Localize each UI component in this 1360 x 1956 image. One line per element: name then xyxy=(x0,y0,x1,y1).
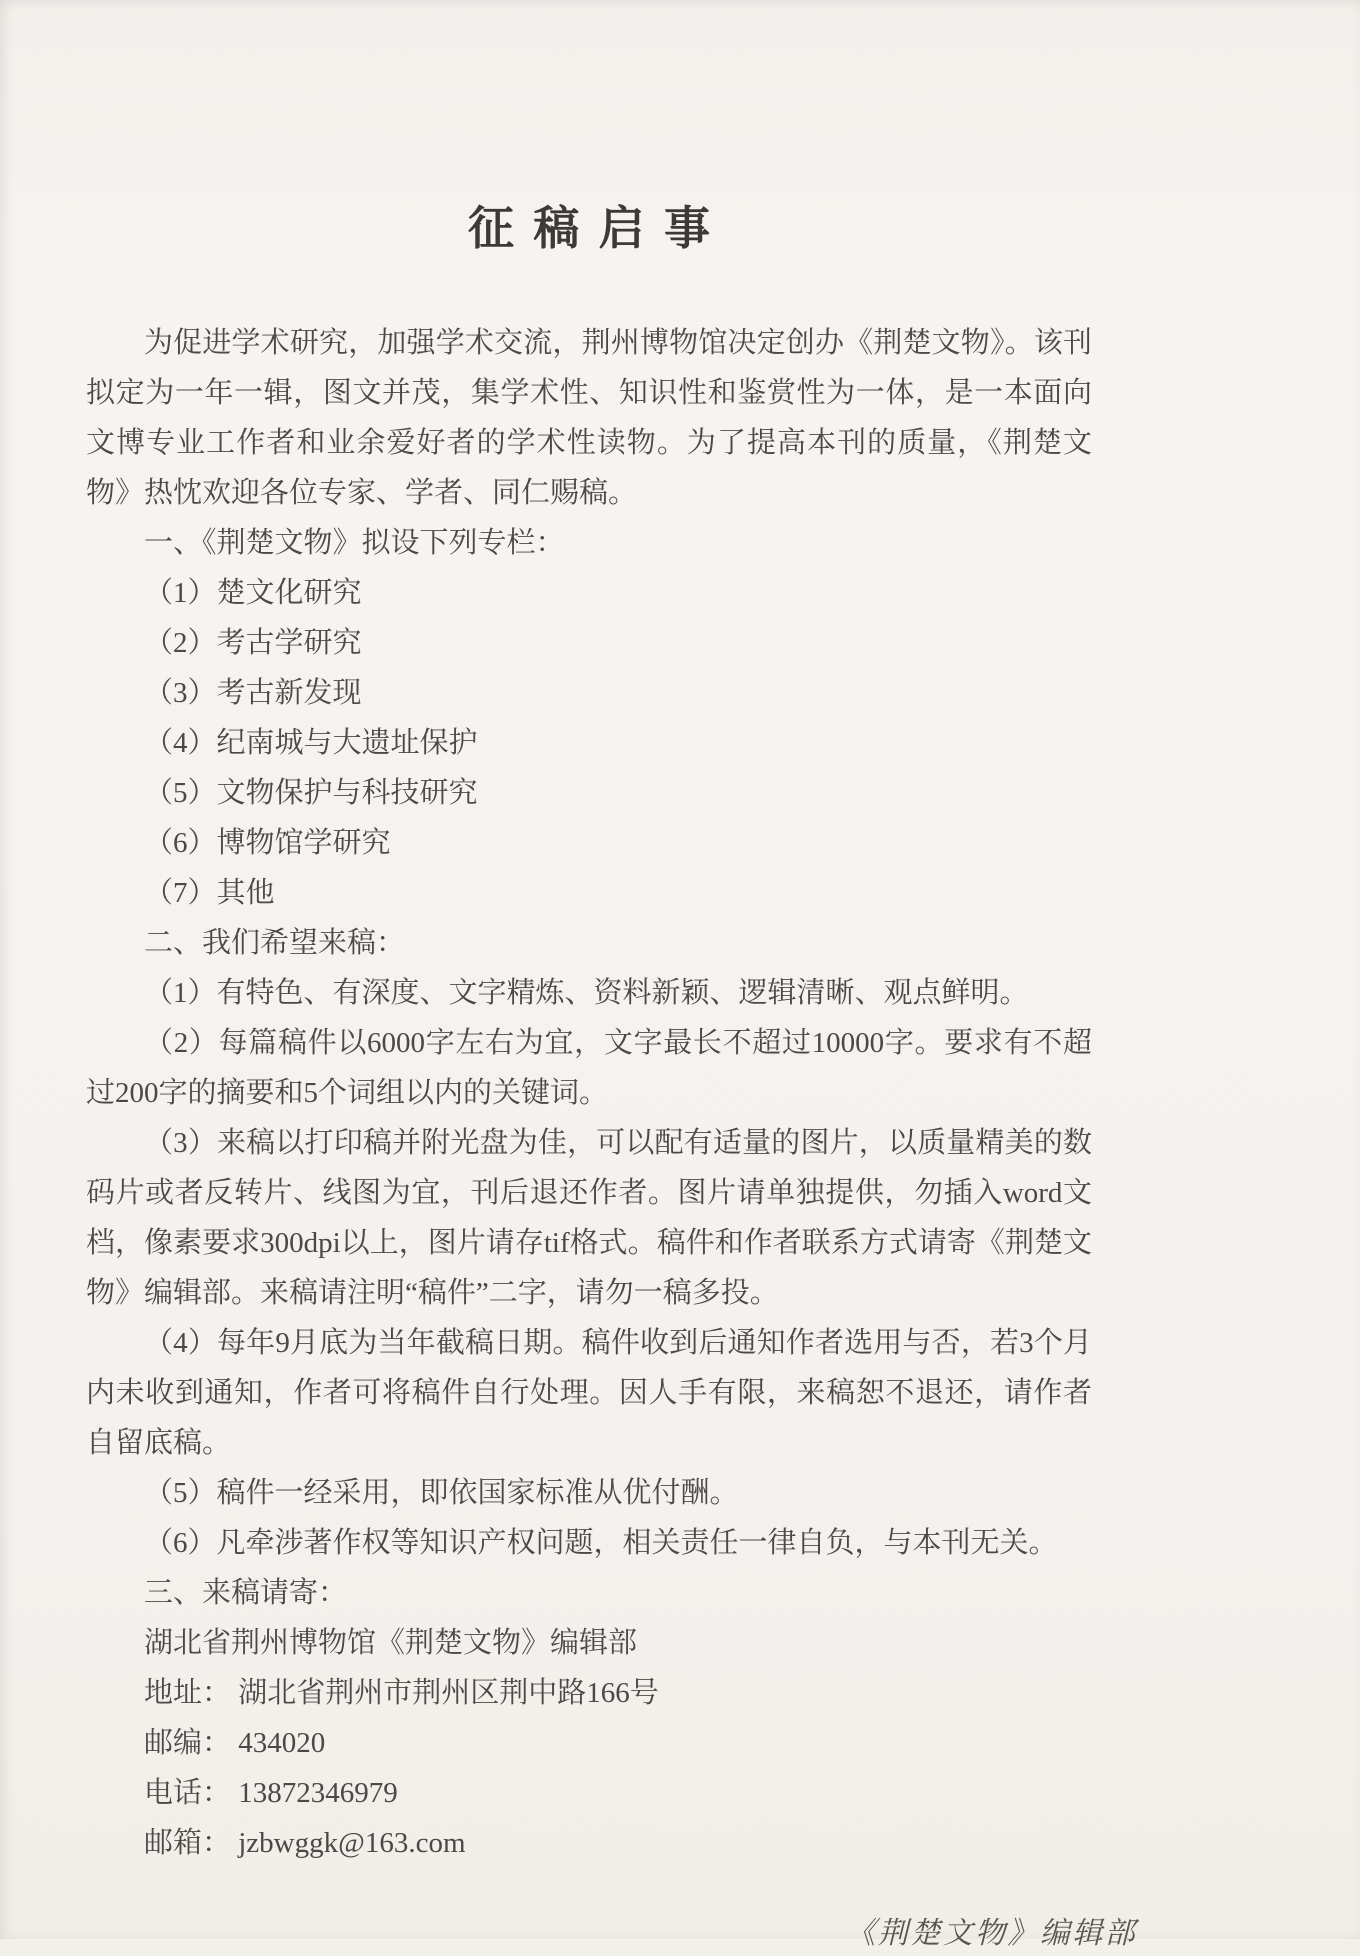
notice-body xyxy=(86,318,1092,1868)
submission-rule-4: （4）每年9月底为当年截稿日期。稿件收到后通知作者选用与否，若3个月内未收到通知，作者可将稿件自行处理。因人手有限，来稿恕不退还，请作者自留底稿。 xyxy=(86,1327,1092,1459)
column-item-4: （4）纪南城与大遗址保护 xyxy=(144,727,478,759)
column-item-2: （2）考古学研究 xyxy=(144,627,362,659)
submission-rule-6: （6）凡牵涉著作权等知识产权问题，相关责任一律自负，与本刊无关。 xyxy=(144,1527,1058,1559)
section-1-heading: 一、《荆楚文物》拟设下列专栏： xyxy=(144,527,565,559)
address-line: 地址： 湖北省荆州市荆州区荆中路166号 xyxy=(144,1677,659,1709)
submission-rule-1: （1）有特色、有深度、文字精炼、资料新颖、逻辑清晰、观点鲜明。 xyxy=(144,977,1029,1009)
column-item-7: （7）其他 xyxy=(144,877,275,909)
mailing-recipient: 湖北省荆州博物馆《荆楚文物》编辑部 xyxy=(144,1627,638,1659)
editorial-signature: 《荆楚文物》编辑部 xyxy=(845,1917,1137,1950)
column-item-5: （5）文物保护与科技研究 xyxy=(144,777,478,809)
submission-rule-2: （2）每篇稿件以6000字左右为宜，文字最长不超过10000字。要求有不超过200字的摘要和5个词组以内的关键词。 xyxy=(86,1027,1092,1109)
submission-rule-5: （5）稿件一经采用，即依国家标准从优付酬。 xyxy=(144,1477,739,1509)
column-item-6: （6）博物馆学研究 xyxy=(144,827,391,859)
column-item-1: （1）楚文化研究 xyxy=(144,577,362,609)
email-line: 邮箱： jzbwggk@163.com xyxy=(144,1827,466,1859)
intro-paragraph: 为促进学术研究，加强学术交流，荆州博物馆决定创办《荆楚文物》。该刊拟定为一年一辑，图文并茂，集学术性、知识性和鉴赏性为一体，是一本面向文博专业工作者和业余爱好者的学术性读物。为了提高本刊的质量，《荆楚文物》热忱欢迎各位专家、学者、同仁赐稿。 xyxy=(86,327,1092,509)
section-3-heading: 三、来稿请寄： xyxy=(144,1577,348,1609)
notice-title: 征稿启事 xyxy=(468,203,730,254)
column-item-3: （3）考古新发现 xyxy=(144,677,362,709)
submission-rule-3: （3）来稿以打印稿并附光盘为佳，可以配有适量的图片，以质量精美的数码片或者反转片、线图为宜，刊后退还作者。图片请单独提供，勿插入word文档，像素要求300dpi以上，图片请存tif格式。稿件和作者联系方式请寄《荆楚文物》编辑部。来稿请注明“稿件”二字，请勿一稿多投。 xyxy=(86,1127,1092,1309)
phone-line: 电话： 13872346979 xyxy=(144,1777,398,1809)
section-2-heading: 二、我们希望来稿： xyxy=(144,927,406,959)
postcode-line: 邮编： 434020 xyxy=(144,1727,326,1759)
